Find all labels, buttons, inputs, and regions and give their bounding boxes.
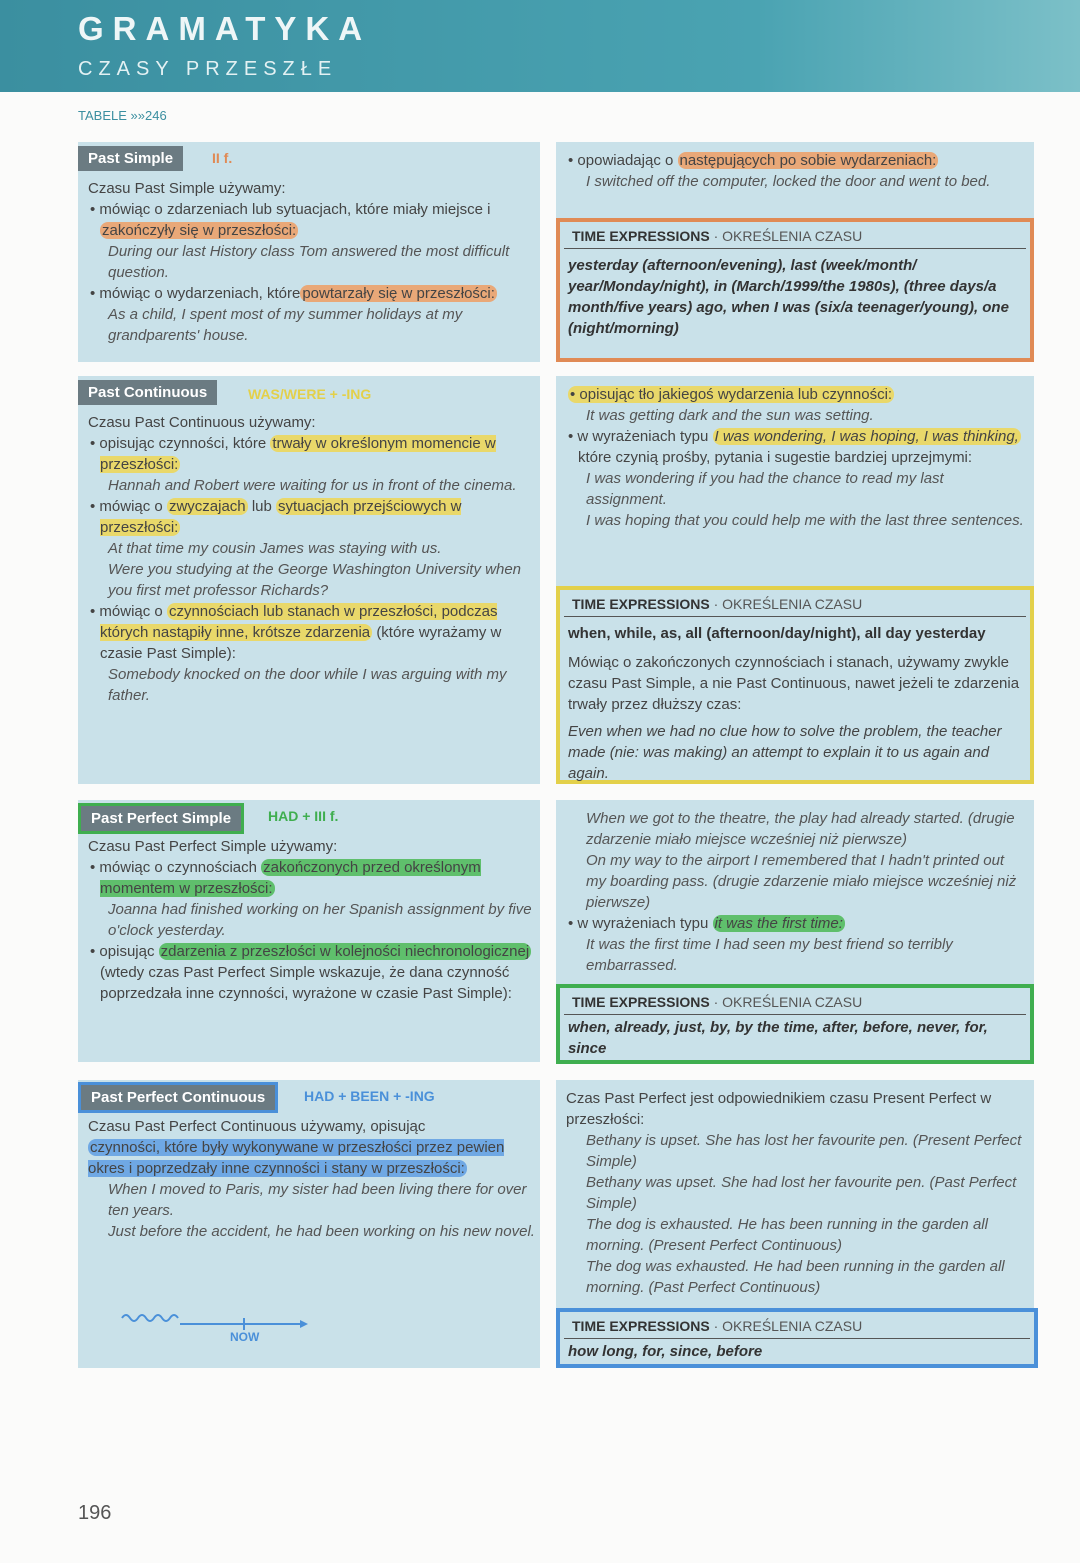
tabele-page: 246 xyxy=(144,108,167,123)
timeline-sketch xyxy=(120,1310,320,1350)
pc-example-2a: At that time my cousin James was staying with us. xyxy=(108,540,442,557)
te-header: TIME EXPRESSIONS · OKREŚLENIA CZASU xyxy=(564,590,1026,617)
past-perfect-continuous-right-body xyxy=(566,1088,1026,1298)
past-continuous-label: Past Continuous xyxy=(78,380,217,405)
te-body: yesterday (afternoon/evening), last (week/month/ year/Monday/night), in (March/1999/the 1980s), (three days/a month/five years) ago, when I was (six/a teenager/young), one (night/morning) xyxy=(568,257,1009,337)
pc-note-text: Mówiąc o zakończonych czynnościach i stanach, używamy zwykle czasu Past Simple, a nie Past Continuous, nawet jeżeli te zdarzenia trwały przez dłuższy czas: xyxy=(568,654,1020,713)
timeline-arrow-icon xyxy=(120,1310,320,1350)
ps-bullet-2: • mówiąc o wydarzeniach, które powtarzały się w przeszłości: xyxy=(90,285,495,302)
pc-example-1: Hannah and Robert were waiting for us in front of the cinema. xyxy=(108,477,517,494)
page-header xyxy=(0,0,1080,92)
pc-note-example: Even when we had no clue how to solve the problem, the teacher made (nie: was making) an attempt to explain it to us again and again. xyxy=(568,723,1002,782)
pc-bullet-1: • opisując czynności, które trwały w określonym momencie w przeszłości: xyxy=(90,435,496,473)
past-perfect-simple-time-expressions xyxy=(556,984,1034,1064)
ppc-intro-a: Czasu Past Perfect Continuous używamy, opisując xyxy=(88,1118,426,1135)
past-perfect-continuous-time-expressions xyxy=(556,1308,1038,1368)
past-perfect-simple-body xyxy=(88,836,536,1004)
tabele-label: TABELE xyxy=(78,108,127,123)
past-perfect-simple-label: Past Perfect Simple xyxy=(78,803,244,834)
te-body: when, while, as, all (afternoon/day/night), all day yesterday xyxy=(568,625,986,642)
pps-bullet-2: • opisując zdarzenia z przeszłości w kolejności niechronologicznej (wtedy czas Past Perfect Simple wskazuje, że dana czynność poprzedzała inne czynności, wyrażone w czasie Past Simple): xyxy=(90,943,530,1002)
ppc-right-4: The dog was exhausted. He had been running in the garden all morning. (Past Perfect Continuous) xyxy=(586,1258,1005,1296)
ps-bullet-1: • mówiąc o zdarzeniach lub sytuacjach, które miały miejsce i zakończyły się w przeszłości: xyxy=(90,201,491,239)
pc-note xyxy=(560,650,1030,786)
ppc-intro-b: czynności, które były wykonywane w przeszłości przez pewien okres i poprzedzały inne czynności i stany w przeszłości: xyxy=(88,1139,505,1177)
pps-bullet-3: • w wyrażeniach typu it was the first time: xyxy=(568,915,843,932)
chevron-icon: »» xyxy=(130,108,145,123)
pps-example-2a: When we got to the theatre, the play had already started. (drugie zdarzenie miało miejsce wcześniej niż pierwsze) xyxy=(586,810,1015,848)
pc-example-5b: I was hoping that you could help me with the last three sentences. xyxy=(586,512,1024,529)
pps-example-3: It was the first time I had seen my best friend so terribly embarrassed. xyxy=(586,936,953,974)
past-perfect-continuous-body xyxy=(88,1116,536,1242)
past-simple-time-expressions xyxy=(556,218,1034,362)
ppc-right-2: Bethany was upset. She had lost her favourite pen. (Past Perfect Simple) xyxy=(586,1174,1017,1212)
past-simple-body xyxy=(88,178,536,346)
past-simple-right-body xyxy=(566,150,1026,192)
ps-example-2: As a child, I spent most of my summer holidays at my grandparents' house. xyxy=(108,306,463,344)
ppc-right-1: Bethany is upset. She has lost her favourite pen. (Present Perfect Simple) xyxy=(586,1132,1022,1170)
ps-intro: Czasu Past Simple używamy: xyxy=(88,180,286,197)
past-simple-label: Past Simple xyxy=(78,146,183,171)
pps-example-1: Joanna had finished working on her Spanish assignment by five o'clock yesterday. xyxy=(108,901,532,939)
past-continuous-right-body xyxy=(566,384,1026,531)
te-body: how long, for, since, before xyxy=(568,1343,763,1360)
past-continuous-body xyxy=(88,412,536,706)
past-perfect-continuous-hand-note: HAD + BEEN + -ING xyxy=(304,1088,435,1104)
pc-bullet-4: • opisując tło jakiegoś wydarzenia lub czynności: xyxy=(570,386,893,403)
ppc-example-1: When I moved to Paris, my sister had been living there for over ten years. xyxy=(108,1181,527,1219)
past-simple-hand-note: II f. xyxy=(212,150,233,166)
ps-example-1: During our last History class Tom answered the most difficult question. xyxy=(108,243,510,281)
ppc-right-3: The dog is exhausted. He has been running in the garden all morning. (Present Perfect Continuous) xyxy=(586,1216,988,1254)
pc-bullet-2: • mówiąc o zwyczajach lub sytuacjach przejściowych w przeszłości: xyxy=(90,498,462,536)
ps-bullet-3: • opowiadając o następujących po sobie wydarzeniach: xyxy=(568,152,937,169)
pc-example-4: It was getting dark and the sun was setting. xyxy=(586,407,874,424)
page-number: 196 xyxy=(78,1502,112,1524)
te-header: TIME EXPRESSIONS · OKREŚLENIA CZASU xyxy=(564,222,1026,249)
pc-example-5a: I was wondering if you had the chance to read my last assignment. xyxy=(586,470,944,508)
pc-intro: Czasu Past Continuous używamy: xyxy=(88,414,316,431)
tabele-ref xyxy=(78,108,167,123)
pps-example-2b: On my way to the airport I remembered that I hadn't printed out my boarding pass. (drugie zdarzenie miało miejsce wcześniej niż pierwsze) xyxy=(586,852,1017,911)
pc-bullet-3: • mówiąc o czynnościach lub stanach w przeszłości, podczas których nastąpiły inne, krótsze zdarzenia (które wyrażamy w czasie Past Simple): xyxy=(90,603,502,662)
timeline-now: NOW xyxy=(230,1330,260,1344)
pc-example-3: Somebody knocked on the door while I was arguing with my father. xyxy=(108,666,507,704)
past-perfect-continuous-label: Past Perfect Continuous xyxy=(78,1082,278,1113)
te-header: TIME EXPRESSIONS · OKREŚLENIA CZASU xyxy=(564,1312,1030,1339)
pps-intro: Czasu Past Perfect Simple używamy: xyxy=(88,838,338,855)
pps-bullet-1: • mówiąc o czynnościach zakończonych przed określonym momentem w przeszłości: xyxy=(90,859,481,897)
past-continuous-hand-note: WAS/WERE + -ING xyxy=(248,386,372,402)
past-perfect-simple-hand-note: HAD + III f. xyxy=(268,808,339,824)
past-continuous-time-expressions xyxy=(556,586,1034,784)
ppc-right-intro: Czas Past Perfect jest odpowiednikiem czasu Present Perfect w przeszłości: xyxy=(566,1090,992,1128)
header-subtitle: CZASY PRZESZŁE xyxy=(78,58,338,80)
past-perfect-simple-right-body xyxy=(566,808,1026,976)
ps-example-3: I switched off the computer, locked the door and went to bed. xyxy=(586,173,991,190)
pc-example-2b: Were you studying at the George Washington University when you first met professor Richards? xyxy=(108,561,521,599)
header-title: GRAMATYKA xyxy=(78,10,372,47)
te-body: when, already, just, by, by the time, after, before, never, for, since xyxy=(568,1019,988,1057)
te-header: TIME EXPRESSIONS · OKREŚLENIA CZASU xyxy=(564,988,1026,1015)
ppc-example-2: Just before the accident, he had been working on his new novel. xyxy=(108,1223,535,1240)
pc-bullet-5: • w wyrażeniach typu I was wondering, I was hoping, I was thinking, które czynią prośby, pytania i sugestie bardziej uprzejmymi: xyxy=(568,428,1019,466)
